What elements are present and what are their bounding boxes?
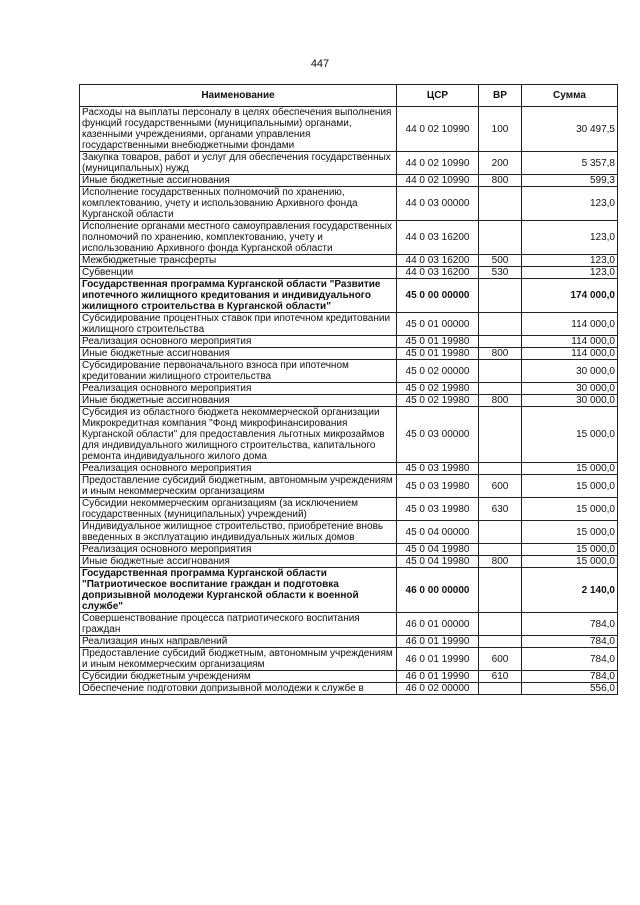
cell-sum: 174 000,0 — [522, 279, 618, 313]
table-row — [80, 221, 618, 255]
cell-vr: 800 — [479, 556, 522, 568]
cell-vr: 630 — [479, 498, 522, 521]
table-row — [80, 187, 618, 221]
cell-csr: 44 0 03 16200 — [397, 267, 479, 279]
cell-vr: 100 — [479, 107, 522, 152]
cell-name: Реализация основного мероприятия — [80, 544, 397, 556]
cell-name: Исполнение органами местного самоуправления государственных полномочий по хранению, комплектованию, учету и использованию Архивного фонда Курганской области — [80, 221, 397, 255]
table-row — [80, 613, 618, 636]
cell-name: Субсидия из областного бюджета некоммерческой организации Микрокредитная компания "Фонд микрофинансирования Курганской области" для предоставления льготных микрозаймов для индивидуального жилищного строительства, капитального ремонта индивидуального жилого дома — [80, 407, 397, 463]
cell-vr: 800 — [479, 175, 522, 187]
cell-name: Совершенствование процесса патриотического воспитания граждан — [80, 613, 397, 636]
cell-csr: 45 0 00 00000 — [397, 279, 479, 313]
cell-csr: 45 0 02 00000 — [397, 360, 479, 383]
cell-sum: 599,3 — [522, 175, 618, 187]
cell-csr: 45 0 01 19980 — [397, 348, 479, 360]
cell-vr — [479, 279, 522, 313]
cell-name: Закупка товаров, работ и услуг для обеспечения государственных (муниципальных) нужд — [80, 152, 397, 175]
cell-csr: 45 0 04 00000 — [397, 521, 479, 544]
table-row — [80, 475, 618, 498]
table-header-row — [80, 85, 618, 107]
table-row — [80, 175, 618, 187]
cell-vr — [479, 568, 522, 613]
cell-vr — [479, 521, 522, 544]
cell-name: Реализация основного мероприятия — [80, 336, 397, 348]
cell-vr — [479, 360, 522, 383]
cell-sum: 5 357,8 — [522, 152, 618, 175]
cell-vr: 200 — [479, 152, 522, 175]
table-row — [80, 671, 618, 683]
table-row — [80, 360, 618, 383]
table-row — [80, 498, 618, 521]
cell-sum: 784,0 — [522, 671, 618, 683]
cell-csr: 45 0 04 19980 — [397, 544, 479, 556]
cell-csr: 45 0 03 19980 — [397, 475, 479, 498]
table-row — [80, 107, 618, 152]
cell-sum: 2 140,0 — [522, 568, 618, 613]
cell-sum: 15 000,0 — [522, 463, 618, 475]
table-row — [80, 556, 618, 568]
cell-csr: 45 0 03 19980 — [397, 498, 479, 521]
cell-name: Индивидуальное жилищное строительство, приобретение вновь введенных в эксплуатацию индивидуальных жилых домов — [80, 521, 397, 544]
cell-vr: 610 — [479, 671, 522, 683]
header-sum: Сумма — [522, 85, 618, 107]
cell-sum: 114 000,0 — [522, 313, 618, 336]
cell-name: Государственная программа Курганской области "Развитие ипотечного жилищного кредитования и индивидуального жилищного строительства в Курганской области" — [80, 279, 397, 313]
cell-sum: 556,0 — [522, 683, 618, 695]
table-row — [80, 407, 618, 463]
cell-csr: 44 0 03 16200 — [397, 255, 479, 267]
table-row — [80, 348, 618, 360]
cell-vr: 600 — [479, 648, 522, 671]
table-row — [80, 463, 618, 475]
cell-sum: 123,0 — [522, 267, 618, 279]
table-row — [80, 521, 618, 544]
cell-vr: 800 — [479, 348, 522, 360]
cell-vr — [479, 636, 522, 648]
cell-sum: 123,0 — [522, 187, 618, 221]
cell-csr: 44 0 02 10990 — [397, 107, 479, 152]
cell-sum: 114 000,0 — [522, 336, 618, 348]
cell-vr: 600 — [479, 475, 522, 498]
cell-csr: 46 0 01 19990 — [397, 671, 479, 683]
cell-sum: 114 000,0 — [522, 348, 618, 360]
cell-sum: 30 000,0 — [522, 360, 618, 383]
cell-name: Субсидирование первоначального взноса при ипотечном кредитовании жилищного строительства — [80, 360, 397, 383]
cell-vr: 500 — [479, 255, 522, 267]
cell-csr: 44 0 02 10990 — [397, 152, 479, 175]
budget-table — [79, 84, 618, 695]
cell-name: Иные бюджетные ассигнования — [80, 395, 397, 407]
cell-vr — [479, 313, 522, 336]
cell-sum: 15 000,0 — [522, 407, 618, 463]
table-row — [80, 383, 618, 395]
table-row — [80, 267, 618, 279]
table-body — [80, 107, 618, 695]
cell-vr — [479, 683, 522, 695]
cell-name: Расходы на выплаты персоналу в целях обеспечения выполнения функций государственными (муниципальными) органами, казенными учреждениями, органами управления государственными внебюджетными фондами — [80, 107, 397, 152]
cell-vr: 530 — [479, 267, 522, 279]
page-number: 447 — [310, 58, 330, 70]
cell-name: Межбюджетные трансферты — [80, 255, 397, 267]
cell-name: Исполнение государственных полномочий по хранению, комплектованию, учету и использованию Архивного фонда Курганской области — [80, 187, 397, 221]
table-row — [80, 648, 618, 671]
cell-name: Предоставление субсидий бюджетным, автономным учреждениям и иным некоммерческим организациям — [80, 475, 397, 498]
cell-sum: 123,0 — [522, 221, 618, 255]
cell-csr: 45 0 04 19980 — [397, 556, 479, 568]
cell-vr — [479, 383, 522, 395]
cell-csr: 46 0 01 19990 — [397, 648, 479, 671]
cell-name: Иные бюджетные ассигнования — [80, 175, 397, 187]
table-row — [80, 683, 618, 695]
table-row — [80, 313, 618, 336]
header-name: Наименование — [80, 85, 397, 107]
table-row — [80, 544, 618, 556]
cell-sum: 784,0 — [522, 636, 618, 648]
cell-name: Реализация основного мероприятия — [80, 383, 397, 395]
cell-sum: 15 000,0 — [522, 498, 618, 521]
cell-vr — [479, 407, 522, 463]
cell-name: Предоставление субсидий бюджетным, автономным учреждениям и иным некоммерческим организациям — [80, 648, 397, 671]
table-row — [80, 255, 618, 267]
cell-name: Государственная программа Курганской области "Патриотическое воспитание граждан и подготовка допризывной молодежи Курганской области к военной службе" — [80, 568, 397, 613]
cell-vr — [479, 544, 522, 556]
table-row — [80, 336, 618, 348]
cell-name: Иные бюджетные ассигнования — [80, 348, 397, 360]
cell-sum: 15 000,0 — [522, 556, 618, 568]
cell-name: Реализация основного мероприятия — [80, 463, 397, 475]
cell-csr: 46 0 00 00000 — [397, 568, 479, 613]
cell-csr: 45 0 01 00000 — [397, 313, 479, 336]
cell-csr: 46 0 01 00000 — [397, 613, 479, 636]
cell-vr — [479, 613, 522, 636]
cell-csr: 44 0 02 10990 — [397, 175, 479, 187]
cell-csr: 45 0 02 19980 — [397, 395, 479, 407]
table-row — [80, 152, 618, 175]
cell-csr: 46 0 01 19990 — [397, 636, 479, 648]
cell-vr — [479, 463, 522, 475]
cell-vr — [479, 221, 522, 255]
cell-vr: 800 — [479, 395, 522, 407]
cell-sum: 30 497,5 — [522, 107, 618, 152]
cell-sum: 15 000,0 — [522, 544, 618, 556]
cell-csr: 44 0 03 00000 — [397, 187, 479, 221]
cell-vr — [479, 187, 522, 221]
cell-sum: 15 000,0 — [522, 521, 618, 544]
cell-name: Субсидии бюджетным учреждениям — [80, 671, 397, 683]
cell-csr: 45 0 02 19980 — [397, 383, 479, 395]
table-row — [80, 568, 618, 613]
cell-csr: 46 0 02 00000 — [397, 683, 479, 695]
cell-csr: 45 0 01 19980 — [397, 336, 479, 348]
cell-csr: 45 0 03 00000 — [397, 407, 479, 463]
cell-sum: 30 000,0 — [522, 395, 618, 407]
cell-name: Иные бюджетные ассигнования — [80, 556, 397, 568]
cell-sum: 784,0 — [522, 613, 618, 636]
cell-sum: 123,0 — [522, 255, 618, 267]
table-row — [80, 636, 618, 648]
cell-sum: 15 000,0 — [522, 475, 618, 498]
cell-name: Реализация иных направлений — [80, 636, 397, 648]
cell-name: Обеспечение подготовки допризывной молодежи к службе в — [80, 683, 397, 695]
cell-sum: 784,0 — [522, 648, 618, 671]
cell-name: Субсидирование процентных ставок при ипотечном кредитовании жилищного строительства — [80, 313, 397, 336]
cell-csr: 45 0 03 19980 — [397, 463, 479, 475]
header-vr: ВР — [479, 85, 522, 107]
cell-name: Субвенции — [80, 267, 397, 279]
table-row — [80, 395, 618, 407]
table-row — [80, 279, 618, 313]
cell-name: Субсидии некоммерческим организациям (за исключением государственных (муниципальных) учреждений) — [80, 498, 397, 521]
cell-csr: 44 0 03 16200 — [397, 221, 479, 255]
header-csr: ЦСР — [397, 85, 479, 107]
cell-vr — [479, 336, 522, 348]
cell-sum: 30 000,0 — [522, 383, 618, 395]
